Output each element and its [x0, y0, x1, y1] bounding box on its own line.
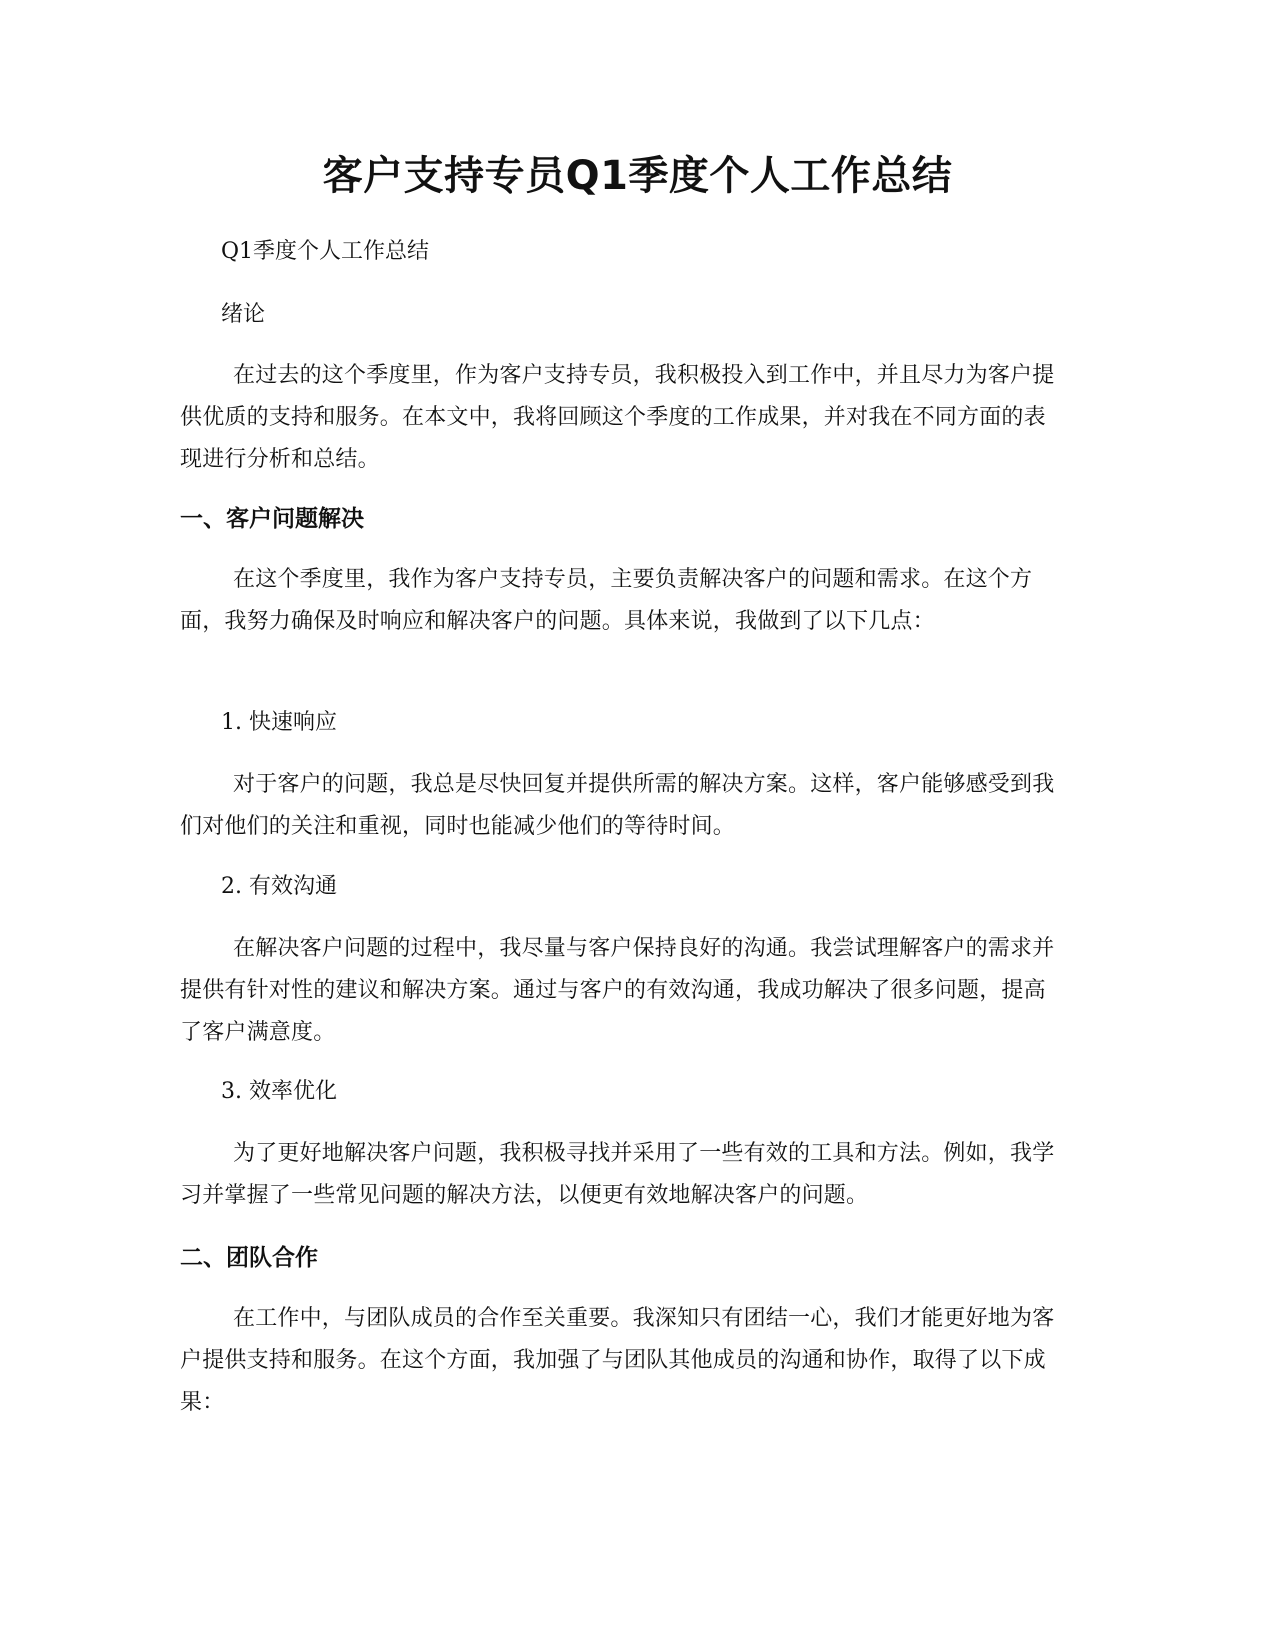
- list-item-text: 在解决客户问题的过程中，我尽量与客户保持良好的沟通。我尝试理解客户的需求并提供有针对性的建议和解决方案。通过与客户的有效沟通，我成功解决了很多问题，提高了客户满意度。: [180, 936, 1055, 1045]
- intro-label: 绪论: [221, 302, 266, 327]
- section2-paragraph: 在工作中，与团队成员的合作至关重要。我深知只有团结一心，我们才能更好地为客户提供支持和服务。在这个方面，我加强了与团队其他成员的沟通和协作，取得了以下成果：: [180, 1306, 1055, 1415]
- list-item-label: 1. 快速响应: [221, 710, 337, 735]
- section-heading-teamwork: 二、团队合作: [180, 1245, 318, 1271]
- list-item-label: 3. 效率优化: [221, 1079, 337, 1104]
- section1-paragraph: 在这个季度里，我作为客户支持专员，主要负责解决客户的问题和需求。在这个方面，我努力确保及时响应和解决客户的问题。具体来说，我做到了以下几点：: [180, 567, 1033, 634]
- list-item-label: 2. 有效沟通: [221, 874, 337, 899]
- list-item-text: 对于客户的问题，我总是尽快回复并提供所需的解决方案。这样，客户能够感受到我们对他们的关注和重视，同时也能减少他们的等待时间。: [180, 772, 1055, 839]
- section-heading-customer-issues: 一、客户问题解决: [180, 506, 364, 532]
- document-title: 客户支持专员Q1季度个人工作总结: [322, 153, 953, 199]
- list-item-text: 为了更好地解决客户问题，我积极寻找并采用了一些有效的工具和方法。例如，我学习并掌握了一些常见问题的解决方法，以便更有效地解决客户的问题。: [180, 1141, 1055, 1208]
- document-subtitle: Q1季度个人工作总结: [221, 239, 430, 264]
- intro-paragraph: 在过去的这个季度里，作为客户支持专员，我积极投入到工作中，并且尽力为客户提供优质的支持和服务。在本文中，我将回顾这个季度的工作成果，并对我在不同方面的表现进行分析和总结。: [180, 363, 1055, 472]
